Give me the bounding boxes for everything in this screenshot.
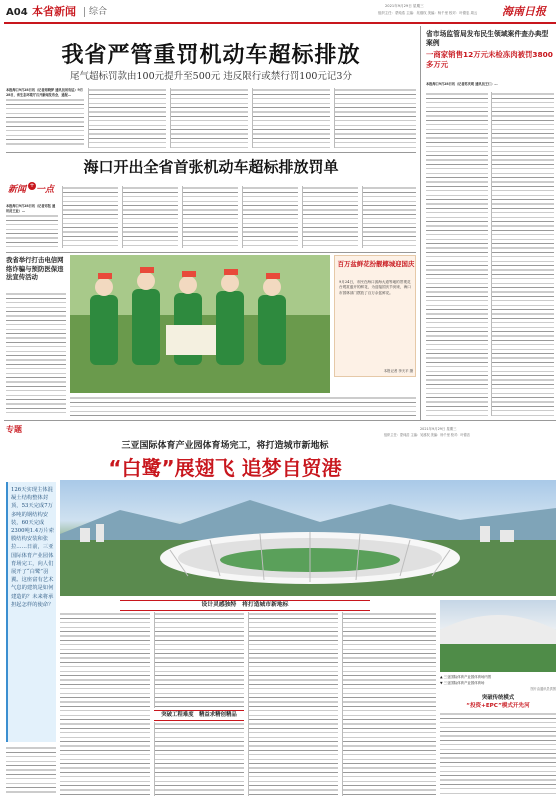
flowers-photo: [334, 255, 416, 377]
second-column-1: [6, 214, 58, 248]
second-column-7: [362, 186, 416, 248]
lead-title: 我省严管重罚机动车超标排放: [61, 43, 361, 68]
volunteers-photo-art: [70, 255, 330, 393]
feature-column-5: [440, 712, 556, 796]
header-editors: 组织主任：蒙纯浩 主编：吴禧权 美编：杨千里 校对：叶德忠 周云: [378, 11, 478, 15]
feature-column-4: [342, 612, 436, 796]
feature-title: “白鹭”展翅飞 追梦自贸港: [108, 456, 342, 480]
side-story-body-1: [426, 92, 488, 416]
lead-column-5: [334, 88, 416, 148]
lead-column-1: [6, 98, 84, 148]
feature-divider: [4, 420, 556, 421]
masthead-logo: 海南日报: [502, 5, 546, 18]
news-point-badge: [8, 180, 56, 202]
pullquote-box: [6, 482, 56, 742]
volunteers-photo: [70, 255, 330, 393]
feature-column-left-lower: [6, 746, 56, 796]
stadium-photo-art: [60, 480, 556, 596]
feature-tag: 专题: [6, 425, 22, 434]
sub-heading-2: 突破工程难度 精益求精创精品: [154, 710, 244, 721]
feature-kicker: 三亚国际体育产业园体育场完工，将打造城市新地标: [121, 441, 329, 451]
stadium-photo: [60, 480, 556, 596]
feature-header-editors: 组织主任：蒙纯浩 主编：吴禧权 美编：杨千里 校对：叶德忠: [384, 433, 470, 437]
flowers-caption-credit: 本报记者 李天平 摄: [383, 369, 413, 373]
side-story-body-2: [491, 92, 554, 416]
feature-column-1: [60, 612, 150, 796]
feature-column-2b: [154, 722, 244, 796]
photo-credit: 图片由通讯员供图: [530, 687, 556, 691]
sub-section: 综合: [89, 7, 108, 17]
flowers-caption-text: 9月24日，市民在海口滨海大道等地的景观花台观赏盛开的鲜花，为迎接国庆节到来，海口市园林部门摆放了百万余盆鲜花。: [339, 280, 411, 295]
second-column-6: [302, 186, 358, 248]
flowers-caption-box: [334, 255, 416, 377]
second-column-2: [62, 186, 118, 248]
photo-story-title: 我省举行打击电信网络诈骗与预防医保违法宣传活动: [6, 256, 64, 281]
second-dateline: 本报海口9月28日讯（记者邓钰 通讯员王业）...: [6, 204, 56, 213]
badge-news: 新闻: [8, 185, 27, 195]
header-rule: [4, 22, 556, 24]
photo-story-body: [6, 292, 66, 416]
sub-heading-3b: “投资+EPC”模式开先河: [466, 703, 530, 709]
header-date: 2021年9月29日 星期三: [385, 4, 424, 8]
photo-story-body-2: [70, 396, 416, 416]
side-story-subtitle: 一商家销售12万元未检冻肉被罚3800多万元: [426, 50, 553, 69]
feature-column-3: [248, 612, 338, 796]
badge-point: 一点: [36, 185, 55, 195]
photo-caption-1: ▲ 三亚国际体育产业园体育场内景: [440, 675, 492, 679]
side-column-rule: [420, 26, 421, 420]
sub-heading-1: 设计灵感独特 将打造城市新地标: [120, 600, 370, 611]
flowers-caption-title: 百万盆鲜花扮靓椰城迎国庆: [337, 260, 415, 268]
photo-story-rule: [6, 252, 416, 253]
badge-plus-icon: +: [29, 182, 35, 189]
lead-dateline: 本报海口9月28日讯（记者周晓梦 通讯员刘有运）9月28日，省生态环境厅召开新闻发布会，通报...: [6, 88, 83, 97]
feature-header-date: 2021年9月29日 星期三: [420, 427, 457, 431]
sub-heading-3: 突破传统模式: [481, 695, 515, 701]
page-number: A04: [6, 7, 28, 18]
second-column-4: [182, 186, 238, 248]
section-divider: [84, 7, 85, 17]
interior-photo: [440, 600, 556, 672]
lead-column-3: [170, 88, 248, 148]
feature-column-2: [154, 612, 244, 708]
second-story-title: 海口开出全省首张机动车超标排放罚单: [83, 158, 339, 176]
lead-column-4: [252, 88, 330, 148]
pullquote-text: 126天实现主体混凝土结构整体封顶，53天完成7万多吨的钢结构安装，60天完成2300吨1.4万片索膜结构安装和张拉……日前，三亚国际体育产业园体育场完工，向人们展开了“白鹭”羽翼。这座富有艺术气息的建筑是如何建造的？未来将承担起怎样的使命？: [11, 487, 55, 608]
lead-kicker: 尾气超标罚款由100元提升至500元 违反限行或禁行罚100元记3分: [70, 71, 352, 82]
section-name: 本省新闻: [32, 5, 76, 18]
lead-column-2: [88, 88, 166, 148]
photo-caption-2: ▼ 三亚国际体育产业园体育场: [440, 681, 485, 685]
second-column-5: [242, 186, 298, 248]
interior-photo-art: [440, 600, 556, 672]
second-story-rule: [6, 152, 416, 153]
side-story-dateline: 本报海口9月28日讯（记者苏庆明 通讯员王仁）...: [426, 82, 498, 86]
side-story-title: 省市场监管局发布民生领域案件查办典型案例: [426, 30, 549, 47]
second-column-3: [122, 186, 178, 248]
